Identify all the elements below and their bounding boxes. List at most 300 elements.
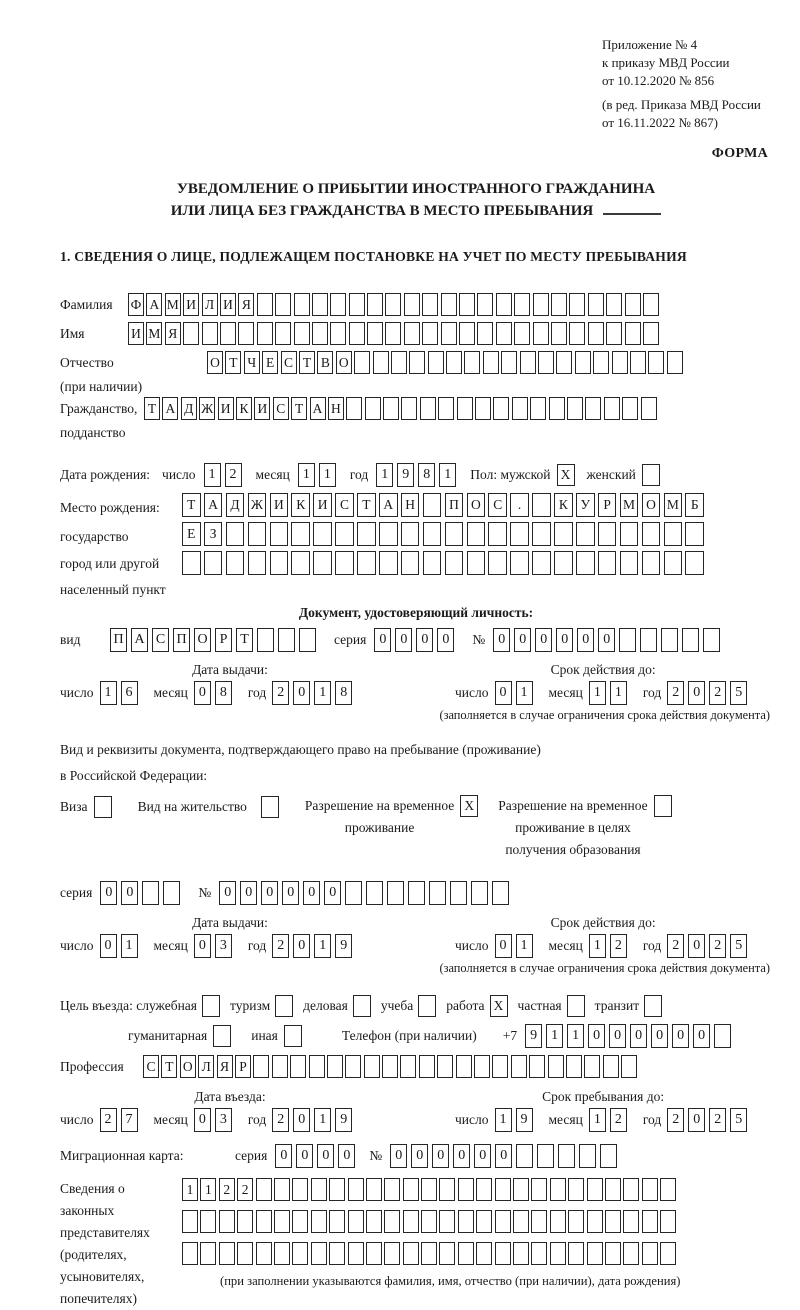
char-cell[interactable] [403, 1178, 419, 1201]
char-cell[interactable] [550, 1210, 566, 1233]
char-cell[interactable]: 0 [194, 1108, 211, 1132]
char-cell[interactable] [605, 1242, 621, 1265]
char-cell[interactable] [661, 628, 678, 652]
char-cell[interactable] [445, 551, 464, 575]
char-cell[interactable] [537, 1144, 554, 1168]
char-cell[interactable] [520, 351, 536, 374]
char-cell[interactable] [445, 522, 464, 546]
char-cell[interactable]: С [281, 351, 297, 374]
char-cell[interactable] [488, 522, 507, 546]
char-cell[interactable]: 1 [610, 681, 627, 705]
char-cell[interactable]: 0 [194, 681, 211, 705]
char-cell[interactable] [182, 551, 201, 575]
char-cell[interactable]: 0 [437, 628, 454, 652]
char-cell[interactable]: Е [182, 522, 201, 546]
char-cell[interactable] [408, 881, 425, 905]
char-cell[interactable]: М [146, 322, 162, 345]
char-cell[interactable] [313, 551, 332, 575]
char-cell[interactable]: 0 [317, 1144, 334, 1168]
char-cell[interactable]: 0 [338, 1144, 355, 1168]
char-cell[interactable] [488, 551, 507, 575]
char-cell[interactable]: И [270, 493, 289, 517]
char-cell[interactable]: 0 [194, 934, 211, 958]
char-cell[interactable] [272, 1055, 288, 1078]
char-cell[interactable] [587, 1178, 603, 1201]
char-cell[interactable] [476, 1178, 492, 1201]
char-cell[interactable]: 0 [688, 681, 705, 705]
char-cell[interactable] [400, 1055, 416, 1078]
char-cell[interactable] [664, 551, 683, 575]
char-cell[interactable] [606, 322, 622, 345]
char-cell[interactable] [348, 1242, 364, 1265]
temp-residence-checkbox[interactable]: X [460, 795, 478, 817]
char-cell[interactable] [714, 1024, 731, 1048]
char-cell[interactable]: 2 [667, 934, 684, 958]
char-cell[interactable] [501, 351, 517, 374]
char-cell[interactable] [532, 493, 551, 517]
char-cell[interactable]: 2 [667, 681, 684, 705]
char-cell[interactable] [664, 522, 683, 546]
char-cell[interactable] [428, 351, 444, 374]
char-cell[interactable] [349, 293, 365, 316]
char-cell[interactable] [329, 1178, 345, 1201]
char-cell[interactable] [142, 881, 159, 905]
char-cell[interactable]: К [291, 493, 310, 517]
char-cell[interactable] [257, 293, 273, 316]
char-cell[interactable]: 1 [314, 934, 331, 958]
char-cell[interactable] [642, 1210, 658, 1233]
char-cell[interactable] [404, 293, 420, 316]
char-cell[interactable] [182, 1242, 198, 1265]
char-cell[interactable] [642, 522, 661, 546]
char-cell[interactable] [438, 397, 454, 420]
purpose-tourism-checkbox[interactable] [275, 995, 293, 1017]
char-cell[interactable] [253, 1055, 269, 1078]
char-cell[interactable] [439, 1178, 455, 1201]
char-cell[interactable] [299, 628, 316, 652]
char-cell[interactable] [204, 551, 223, 575]
char-cell[interactable] [200, 1242, 216, 1265]
char-cell[interactable] [257, 322, 273, 345]
char-cell[interactable]: 8 [215, 681, 232, 705]
char-cell[interactable] [630, 351, 646, 374]
char-cell[interactable]: Р [215, 628, 232, 652]
char-cell[interactable]: О [336, 351, 352, 374]
char-cell[interactable] [441, 322, 457, 345]
char-cell[interactable] [605, 1210, 621, 1233]
char-cell[interactable] [391, 351, 407, 374]
char-cell[interactable] [648, 351, 664, 374]
char-cell[interactable]: 9 [397, 463, 414, 487]
char-cell[interactable]: 2 [225, 463, 242, 487]
char-cell[interactable]: С [273, 397, 289, 420]
char-cell[interactable]: 0 [474, 1144, 491, 1168]
char-cell[interactable] [620, 522, 639, 546]
char-cell[interactable]: 7 [121, 1108, 138, 1132]
char-cell[interactable] [349, 322, 365, 345]
char-cell[interactable] [685, 551, 704, 575]
char-cell[interactable] [495, 1178, 511, 1201]
char-cell[interactable] [516, 1144, 533, 1168]
char-cell[interactable]: 5 [730, 681, 747, 705]
char-cell[interactable] [514, 322, 530, 345]
char-cell[interactable] [458, 1210, 474, 1233]
char-cell[interactable] [419, 1055, 435, 1078]
char-cell[interactable] [409, 351, 425, 374]
char-cell[interactable]: 0 [282, 881, 299, 905]
char-cell[interactable] [477, 293, 493, 316]
char-cell[interactable]: 8 [418, 463, 435, 487]
char-cell[interactable]: С [335, 493, 354, 517]
char-cell[interactable] [423, 493, 442, 517]
purpose-work-checkbox[interactable]: X [490, 995, 508, 1017]
char-cell[interactable]: 2 [667, 1108, 684, 1132]
char-cell[interactable]: 0 [240, 881, 257, 905]
char-cell[interactable] [329, 1242, 345, 1265]
char-cell[interactable] [450, 881, 467, 905]
char-cell[interactable]: Л [198, 1055, 214, 1078]
purpose-humanitarian-checkbox[interactable] [213, 1025, 231, 1047]
char-cell[interactable]: Я [165, 322, 181, 345]
char-cell[interactable]: Р [598, 493, 617, 517]
char-cell[interactable]: 0 [374, 628, 391, 652]
char-cell[interactable]: Н [328, 397, 344, 420]
char-cell[interactable]: О [642, 493, 661, 517]
char-cell[interactable] [313, 522, 332, 546]
sex-female-checkbox[interactable] [642, 464, 660, 486]
char-cell[interactable] [513, 1210, 529, 1233]
char-cell[interactable]: 0 [514, 628, 531, 652]
char-cell[interactable]: С [143, 1055, 159, 1078]
char-cell[interactable]: П [173, 628, 190, 652]
char-cell[interactable] [291, 522, 310, 546]
char-cell[interactable] [357, 551, 376, 575]
char-cell[interactable] [569, 293, 585, 316]
char-cell[interactable] [554, 551, 573, 575]
char-cell[interactable] [421, 1210, 437, 1233]
char-cell[interactable] [220, 322, 236, 345]
char-cell[interactable] [292, 1210, 308, 1233]
char-cell[interactable] [600, 1144, 617, 1168]
char-cell[interactable] [605, 1178, 621, 1201]
char-cell[interactable]: Т [299, 351, 315, 374]
char-cell[interactable] [587, 1242, 603, 1265]
char-cell[interactable] [532, 522, 551, 546]
char-cell[interactable] [576, 522, 595, 546]
char-cell[interactable] [495, 1242, 511, 1265]
char-cell[interactable] [219, 1210, 235, 1233]
char-cell[interactable] [274, 1242, 290, 1265]
char-cell[interactable]: 1 [546, 1024, 563, 1048]
char-cell[interactable]: И [220, 293, 236, 316]
char-cell[interactable] [237, 1210, 253, 1233]
char-cell[interactable] [312, 322, 328, 345]
char-cell[interactable]: 0 [493, 628, 510, 652]
char-cell[interactable] [421, 1178, 437, 1201]
char-cell[interactable] [660, 1178, 676, 1201]
char-cell[interactable]: Л [202, 293, 218, 316]
char-cell[interactable] [429, 881, 446, 905]
char-cell[interactable]: 0 [296, 1144, 313, 1168]
char-cell[interactable]: К [236, 397, 252, 420]
char-cell[interactable]: О [207, 351, 223, 374]
char-cell[interactable] [642, 1242, 658, 1265]
char-cell[interactable] [163, 881, 180, 905]
char-cell[interactable] [513, 1178, 529, 1201]
char-cell[interactable] [202, 322, 218, 345]
char-cell[interactable] [256, 1178, 272, 1201]
char-cell[interactable] [459, 293, 475, 316]
char-cell[interactable] [365, 397, 381, 420]
char-cell[interactable] [457, 397, 473, 420]
char-cell[interactable] [422, 322, 438, 345]
char-cell[interactable] [329, 1210, 345, 1233]
char-cell[interactable] [256, 1210, 272, 1233]
char-cell[interactable]: 0 [100, 934, 117, 958]
char-cell[interactable]: 0 [588, 1024, 605, 1048]
char-cell[interactable] [612, 351, 628, 374]
char-cell[interactable] [493, 397, 509, 420]
char-cell[interactable] [330, 322, 346, 345]
char-cell[interactable] [422, 293, 438, 316]
char-cell[interactable] [446, 351, 462, 374]
char-cell[interactable] [238, 322, 254, 345]
char-cell[interactable]: 9 [335, 934, 352, 958]
char-cell[interactable]: 0 [275, 1144, 292, 1168]
char-cell[interactable]: Т [291, 397, 307, 420]
char-cell[interactable] [475, 397, 491, 420]
purpose-study-checkbox[interactable] [418, 995, 436, 1017]
char-cell[interactable] [403, 1210, 419, 1233]
char-cell[interactable] [619, 628, 636, 652]
char-cell[interactable] [512, 397, 528, 420]
char-cell[interactable]: А [162, 397, 178, 420]
char-cell[interactable] [566, 1055, 582, 1078]
char-cell[interactable] [604, 397, 620, 420]
char-cell[interactable]: В [317, 351, 333, 374]
char-cell[interactable] [558, 1144, 575, 1168]
char-cell[interactable] [529, 1055, 545, 1078]
char-cell[interactable]: Т [225, 351, 241, 374]
char-cell[interactable]: М [165, 293, 181, 316]
char-cell[interactable] [275, 293, 291, 316]
char-cell[interactable]: А [204, 493, 223, 517]
char-cell[interactable] [456, 1055, 472, 1078]
char-cell[interactable]: 0 [495, 1144, 512, 1168]
char-cell[interactable]: К [554, 493, 573, 517]
purpose-transit-checkbox[interactable] [644, 995, 662, 1017]
char-cell[interactable]: А [131, 628, 148, 652]
char-cell[interactable] [551, 293, 567, 316]
char-cell[interactable] [531, 1210, 547, 1233]
char-cell[interactable] [496, 322, 512, 345]
char-cell[interactable]: 1 [495, 1108, 512, 1132]
char-cell[interactable]: М [620, 493, 639, 517]
char-cell[interactable]: 0 [293, 1108, 310, 1132]
char-cell[interactable]: 0 [630, 1024, 647, 1048]
char-cell[interactable]: 1 [516, 681, 533, 705]
char-cell[interactable]: 5 [730, 1108, 747, 1132]
char-cell[interactable]: 3 [215, 934, 232, 958]
char-cell[interactable]: 1 [439, 463, 456, 487]
char-cell[interactable]: 1 [589, 681, 606, 705]
char-cell[interactable] [467, 522, 486, 546]
char-cell[interactable]: Т [144, 397, 160, 420]
char-cell[interactable]: 2 [272, 681, 289, 705]
char-cell[interactable] [588, 293, 604, 316]
char-cell[interactable]: 0 [672, 1024, 689, 1048]
char-cell[interactable]: 0 [219, 881, 236, 905]
char-cell[interactable] [598, 551, 617, 575]
char-cell[interactable]: 0 [577, 628, 594, 652]
char-cell[interactable]: 0 [121, 881, 138, 905]
char-cell[interactable] [575, 351, 591, 374]
char-cell[interactable]: М [664, 493, 683, 517]
char-cell[interactable] [274, 1178, 290, 1201]
char-cell[interactable]: О [194, 628, 211, 652]
char-cell[interactable] [403, 1242, 419, 1265]
char-cell[interactable]: 5 [730, 934, 747, 958]
char-cell[interactable] [275, 322, 291, 345]
char-cell[interactable]: 9 [525, 1024, 542, 1048]
char-cell[interactable]: 2 [709, 1108, 726, 1132]
char-cell[interactable] [550, 1178, 566, 1201]
char-cell[interactable]: 2 [272, 934, 289, 958]
char-cell[interactable] [237, 1242, 253, 1265]
char-cell[interactable] [660, 1210, 676, 1233]
char-cell[interactable] [366, 1242, 382, 1265]
char-cell[interactable]: . [510, 493, 529, 517]
char-cell[interactable]: 1 [121, 934, 138, 958]
char-cell[interactable] [643, 322, 659, 345]
char-cell[interactable] [420, 397, 436, 420]
char-cell[interactable] [510, 522, 529, 546]
char-cell[interactable] [476, 1242, 492, 1265]
char-cell[interactable]: 0 [651, 1024, 668, 1048]
char-cell[interactable]: Ф [128, 293, 144, 316]
char-cell[interactable] [200, 1210, 216, 1233]
char-cell[interactable] [404, 322, 420, 345]
char-cell[interactable] [348, 1178, 364, 1201]
char-cell[interactable] [568, 1242, 584, 1265]
char-cell[interactable]: Я [217, 1055, 233, 1078]
char-cell[interactable] [401, 397, 417, 420]
char-cell[interactable] [312, 293, 328, 316]
char-cell[interactable] [437, 1055, 453, 1078]
char-cell[interactable]: 0 [598, 628, 615, 652]
char-cell[interactable] [640, 628, 657, 652]
char-cell[interactable] [278, 628, 295, 652]
char-cell[interactable] [598, 522, 617, 546]
char-cell[interactable] [548, 1055, 564, 1078]
char-cell[interactable]: Ч [244, 351, 260, 374]
char-cell[interactable] [625, 293, 641, 316]
char-cell[interactable] [290, 1055, 306, 1078]
char-cell[interactable] [327, 1055, 343, 1078]
char-cell[interactable] [531, 1178, 547, 1201]
char-cell[interactable]: 0 [303, 881, 320, 905]
char-cell[interactable]: А [310, 397, 326, 420]
char-cell[interactable] [256, 1242, 272, 1265]
char-cell[interactable]: 2 [610, 934, 627, 958]
char-cell[interactable]: 0 [693, 1024, 710, 1048]
char-cell[interactable]: 1 [204, 463, 221, 487]
visa-checkbox[interactable] [94, 796, 112, 818]
char-cell[interactable] [568, 1210, 584, 1233]
char-cell[interactable] [366, 881, 383, 905]
char-cell[interactable]: Н [401, 493, 420, 517]
char-cell[interactable]: 0 [495, 934, 512, 958]
char-cell[interactable] [439, 1210, 455, 1233]
char-cell[interactable]: Ж [199, 397, 215, 420]
purpose-other-checkbox[interactable] [284, 1025, 302, 1047]
char-cell[interactable] [579, 1144, 596, 1168]
char-cell[interactable] [511, 1055, 527, 1078]
char-cell[interactable] [477, 322, 493, 345]
char-cell[interactable]: 0 [395, 628, 412, 652]
purpose-business-checkbox[interactable] [353, 995, 371, 1017]
char-cell[interactable] [556, 351, 572, 374]
char-cell[interactable] [458, 1178, 474, 1201]
char-cell[interactable] [550, 1242, 566, 1265]
char-cell[interactable]: Д [226, 493, 245, 517]
char-cell[interactable] [474, 1055, 490, 1078]
char-cell[interactable] [510, 551, 529, 575]
char-cell[interactable]: А [146, 293, 162, 316]
char-cell[interactable] [620, 551, 639, 575]
char-cell[interactable]: 2 [237, 1178, 253, 1201]
char-cell[interactable] [383, 397, 399, 420]
char-cell[interactable] [248, 522, 267, 546]
char-cell[interactable] [642, 1178, 658, 1201]
char-cell[interactable]: 0 [416, 628, 433, 652]
char-cell[interactable] [459, 322, 475, 345]
char-cell[interactable]: П [445, 493, 464, 517]
char-cell[interactable] [464, 351, 480, 374]
char-cell[interactable] [384, 1242, 400, 1265]
char-cell[interactable]: С [152, 628, 169, 652]
char-cell[interactable] [335, 551, 354, 575]
char-cell[interactable]: 2 [610, 1108, 627, 1132]
char-cell[interactable] [513, 1242, 529, 1265]
char-cell[interactable]: Т [182, 493, 201, 517]
char-cell[interactable] [421, 1242, 437, 1265]
char-cell[interactable]: 2 [272, 1108, 289, 1132]
char-cell[interactable] [364, 1055, 380, 1078]
char-cell[interactable] [379, 551, 398, 575]
char-cell[interactable]: 1 [182, 1178, 198, 1201]
char-cell[interactable]: 1 [516, 934, 533, 958]
char-cell[interactable] [348, 1210, 364, 1233]
char-cell[interactable] [567, 397, 583, 420]
char-cell[interactable]: У [576, 493, 595, 517]
char-cell[interactable] [366, 1210, 382, 1233]
sex-male-checkbox[interactable]: X [557, 464, 575, 486]
char-cell[interactable]: Е [262, 351, 278, 374]
char-cell[interactable] [384, 1210, 400, 1233]
char-cell[interactable] [423, 551, 442, 575]
char-cell[interactable]: 9 [335, 1108, 352, 1132]
char-cell[interactable]: 1 [100, 681, 117, 705]
char-cell[interactable] [367, 293, 383, 316]
char-cell[interactable] [667, 351, 683, 374]
char-cell[interactable]: О [467, 493, 486, 517]
char-cell[interactable] [183, 322, 199, 345]
char-cell[interactable]: З [204, 522, 223, 546]
char-cell[interactable] [533, 322, 549, 345]
char-cell[interactable] [357, 522, 376, 546]
char-cell[interactable] [458, 1242, 474, 1265]
